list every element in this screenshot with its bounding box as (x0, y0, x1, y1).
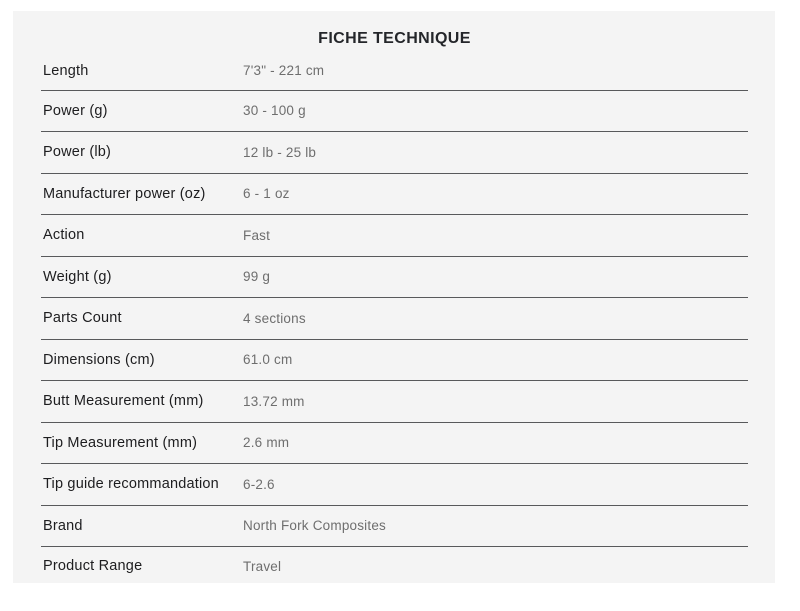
spec-value: 6-2.6 (243, 476, 275, 492)
spec-value: 4 sections (243, 310, 306, 326)
spec-value: 13.72 mm (243, 393, 305, 409)
spec-row (41, 381, 748, 423)
spec-row (41, 506, 748, 548)
spec-value: 61.0 cm (243, 352, 293, 368)
spec-row (41, 91, 748, 133)
spec-label: Tip guide recommandation (43, 476, 219, 493)
spec-label: Action (43, 227, 85, 244)
spec-row (41, 547, 748, 585)
spec-label: Dimensions (cm) (43, 351, 155, 368)
spec-row (41, 298, 748, 340)
spec-label: Butt Measurement (mm) (43, 393, 204, 410)
spec-row (41, 423, 748, 465)
spec-row (41, 257, 748, 299)
spec-label: Parts Count (43, 310, 122, 327)
spec-label: Tip Measurement (mm) (43, 434, 198, 451)
spec-row (41, 132, 748, 174)
page-title: FICHE TECHNIQUE (318, 30, 471, 47)
spec-row (41, 215, 748, 257)
spec-value: 30 - 100 g (243, 103, 306, 119)
spec-label: Weight (g) (43, 268, 112, 285)
spec-table (41, 52, 748, 585)
spec-label: Length (43, 62, 89, 79)
spec-value: 7'3" - 221 cm (243, 63, 325, 79)
spec-label: Manufacturer power (oz) (43, 185, 206, 202)
spec-value: North Fork Composites (243, 518, 386, 534)
spec-value: Fast (243, 227, 271, 243)
spec-value: 12 lb - 25 lb (243, 144, 317, 160)
spec-label: Brand (43, 517, 83, 534)
spec-value: 2.6 mm (243, 435, 290, 451)
spec-value: 6 - 1 oz (243, 186, 290, 202)
spec-row (41, 52, 748, 91)
spec-label: Power (g) (43, 102, 108, 119)
spec-row (41, 174, 748, 216)
spec-label: Product Range (43, 558, 143, 574)
spec-row (41, 340, 748, 382)
spec-label: Power (lb) (43, 144, 112, 161)
spec-card (13, 11, 775, 583)
spec-value: Travel (243, 558, 282, 574)
spec-value: 99 g (243, 269, 271, 285)
spec-row (41, 464, 748, 506)
